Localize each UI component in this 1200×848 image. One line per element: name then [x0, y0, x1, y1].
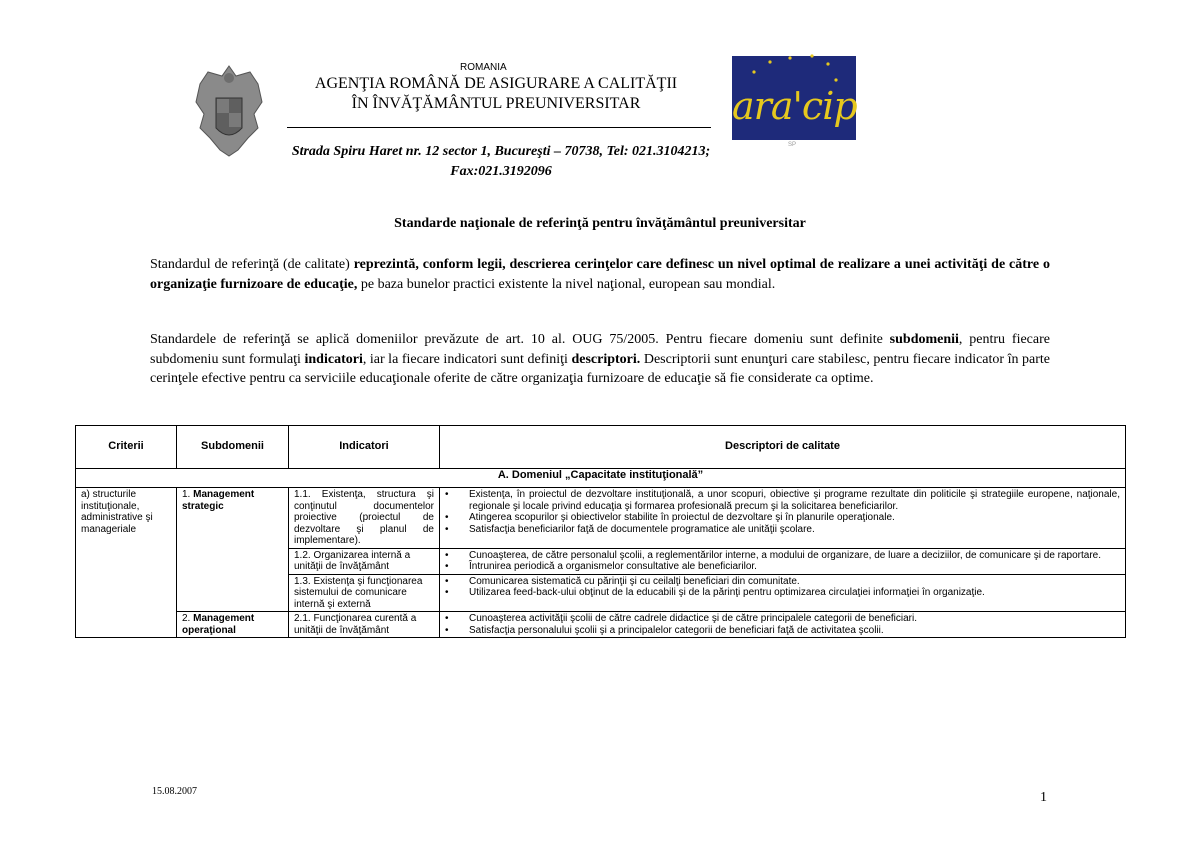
- descriptors-1-1: [440, 488, 1126, 549]
- agency-address: [246, 142, 756, 182]
- p2-text-c: , pentru fiecare subdomeniu sunt formulaţi: [150, 332, 1050, 367]
- subdomain-1-label: Management strategic: [182, 489, 255, 512]
- subdomain-cell-1: [177, 488, 289, 612]
- agency-name-line-1: AGENŢIA ROMÂNĂ DE ASIGURARE A CALITĂŢII: [314, 75, 678, 92]
- table-row: [76, 612, 1126, 638]
- address-line-1: Strada Spiru Haret nr. 12 sector 1, Bucureşti – 70738, Tel: 021.3104213;: [291, 144, 711, 159]
- list-item: • Întrunirea periodică a organismelor consultative ale beneficiarilor.: [445, 561, 1120, 573]
- header-criterii: Criterii: [76, 426, 177, 469]
- p1-text-c: pe baza bunelor practici existente la nivel naţional, european sau mondial.: [357, 276, 776, 292]
- list-item: • Cunoaşterea activităţii şcolii de către cadrele didactice şi de către principalele categorii de beneficiari.: [445, 613, 1120, 625]
- p1-text-a: Standardul de referinţă (de calitate): [150, 257, 354, 272]
- p2-text-g: Descriptorii sunt enunţuri care stabilesc, pentru fiecare indicator în parte cerinţele efective pentru ca serviciile educaţionale oferite de către organizaţia furnizoare de educaţie să fie considerate ca optime.: [150, 351, 1051, 386]
- list-item: • Comunicarea sistematică cu părinţii şi cu ceilalţi beneficiari din comunitate.: [445, 576, 1120, 588]
- header-indicatori: Indicatori: [289, 426, 440, 469]
- p2-text-f-bold: descriptori.: [571, 351, 641, 367]
- document-title: Standarde naţionale de referinţă pentru învăţământul preuniversitar: [394, 216, 806, 231]
- p2-text-e: , iar la fiecare indicatori sunt definiţi: [362, 351, 572, 367]
- agency-name: [282, 74, 710, 114]
- domain-row: [76, 469, 1126, 488]
- country-label: ROMANIA: [460, 62, 507, 73]
- indicator-1-1: 1.1. Existenţa, structura şi conţinutul documentelor proiective (proiectul de dezvoltare şi planul de implementare).: [289, 488, 440, 549]
- subdomain-2-label: Management operaţional: [182, 613, 255, 636]
- descriptors-1-2: [440, 548, 1126, 574]
- header-descriptori: Descriptori de calitate: [440, 426, 1126, 469]
- indicator-2-1: 2.1. Funcţionarea curentă a unităţii de învăţământ: [289, 612, 440, 638]
- p2-text-b-bold: subdomenii: [889, 332, 959, 347]
- p2-text-d-bold: indicatori: [304, 351, 363, 367]
- footer-date: 15.08.2007: [152, 786, 197, 797]
- list-item: • Satisfacţia beneficiarilor faţă de documentele programatice ale unităţii şcolare.: [445, 524, 1120, 536]
- header-subdomenii: Subdomenii: [177, 426, 289, 469]
- p2-text-a: Standardele de referinţă se aplică domeniilor prevăzute de art. 10 al. OUG 75/2005. Pentru fiecare domeniu sunt definite: [150, 332, 890, 347]
- aracip-logo: [732, 50, 856, 146]
- criterion-cell: a) structurile instituţionale, administrative şi manageriale: [76, 488, 177, 638]
- header-rule: [287, 127, 711, 128]
- list-item: • Cunoaşterea, de către personalul şcolii, a reglementărilor interne, a modului de organizare, de luare a deciziilor, de comunicare şi de raportare.: [445, 550, 1120, 562]
- list-item: • Satisfacţia personalului şcolii şi a principalelor categorii de beneficiari faţă de activitatea şcolii.: [445, 625, 1120, 637]
- indicator-1-3: 1.3. Existenţa şi funcţionarea sistemului de comunicare internă şi externă: [289, 574, 440, 612]
- domain-title: A. Domeniul „Capacitate instituţională”: [76, 469, 1126, 488]
- subdomain-cell-2: [177, 612, 289, 638]
- address-line-2: Fax:021.3192096: [450, 164, 552, 179]
- descriptors-1-3: [440, 574, 1126, 612]
- indicator-1-2: 1.2. Organizarea internă a unităţii de învăţământ: [289, 548, 440, 574]
- standards-table: [75, 425, 1126, 638]
- p1-text-b-bold: reprezintă, conform legii, descrierea cerinţelor care definesc un nivel optimal de realizare a unei activităţi de către o organizaţie furnizoare de educaţie,: [150, 257, 1050, 292]
- intro-paragraph-2: [150, 330, 1050, 389]
- subdomain-2-number: 2.: [182, 613, 191, 624]
- list-item: • Utilizarea feed-back-ului obţinut de la educabili şi de la părinţi pentru optimizarea circulaţiei informaţiei în organizaţie.: [445, 587, 1120, 599]
- intro-paragraph-1: [150, 255, 1050, 294]
- table-header-row: [76, 426, 1126, 469]
- table-row: [76, 488, 1126, 549]
- descriptors-2-1: [440, 612, 1126, 638]
- list-item: • Atingerea scopurilor şi obiectivelor stabilite în proiectul de dezvoltare şi în planurile operaţionale.: [445, 512, 1120, 524]
- list-item: • Existenţa, în proiectul de dezvoltare instituţională, a unor scopuri, obiective şi programe rezultate din politicile şi strategiile europene, naţionale, regionale şi locale privind educaţia şi formarea profesională precum şi la solicitarea beneficiarilor.: [445, 489, 1120, 512]
- aracip-logo-text: ara'cip: [732, 84, 857, 128]
- agency-name-line-2: ÎN ÎNVĂŢĂMÂNTUL PREUNIVERSITAR: [351, 95, 641, 112]
- aracip-logo-sub: SP: [788, 142, 797, 146]
- page-number: 1: [1040, 790, 1047, 805]
- subdomain-1-number: 1.: [182, 489, 191, 500]
